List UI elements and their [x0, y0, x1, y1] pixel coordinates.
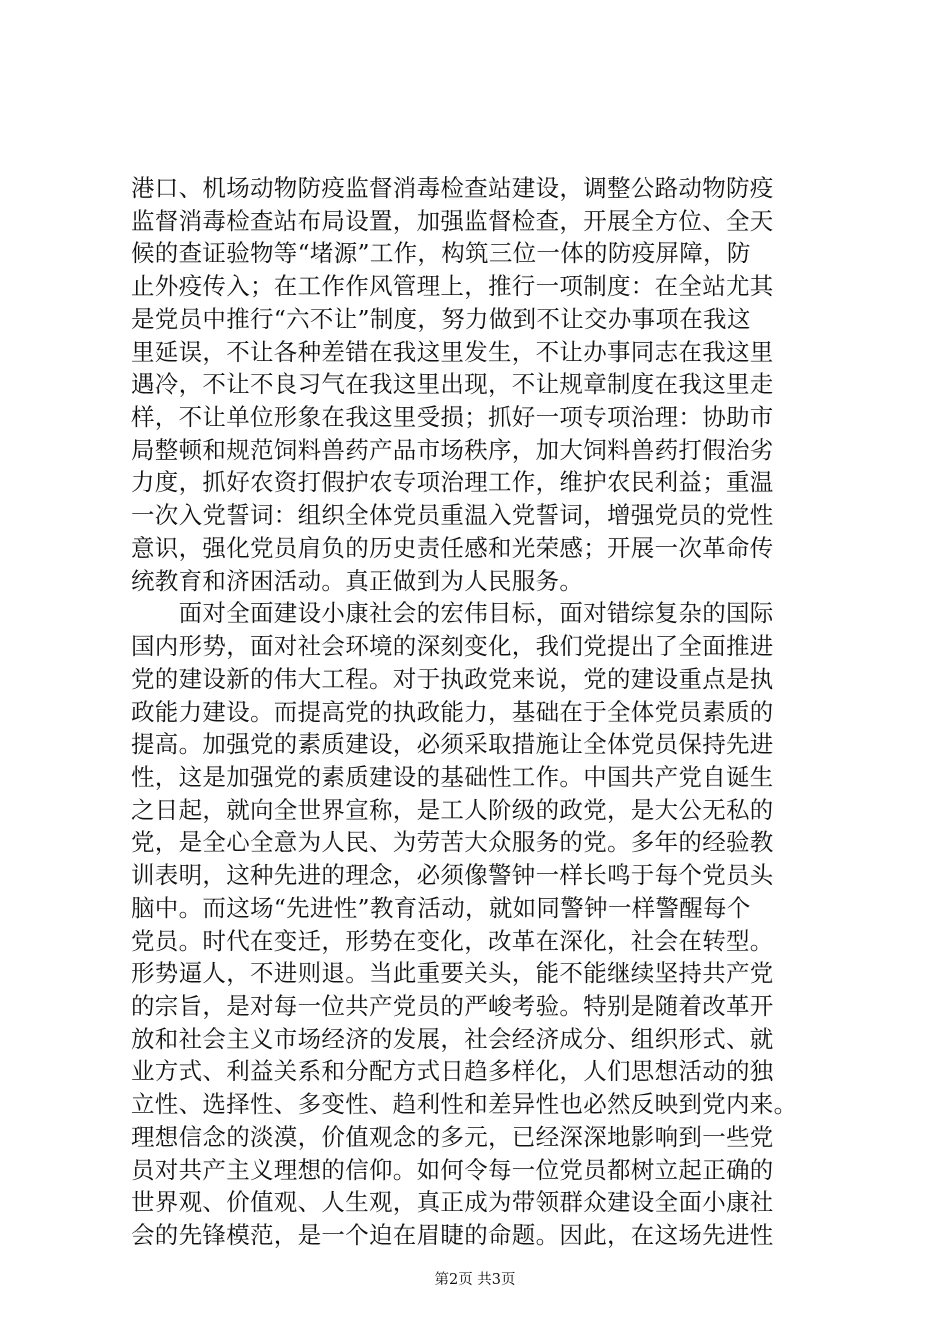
body-line: 的宗旨，是对每一位共产党员的严峻考验。特别是随着改革开 — [131, 992, 774, 1020]
body-line: 世界观、价值观、人生观，真正成为带领群众建设全面小康社 — [131, 1188, 774, 1216]
body-line: 意识，强化党员肩负的历史责任感和光荣感；开展一次革命传 — [131, 534, 774, 562]
body-line: 局整顿和规范饲料兽药产品市场秩序，加大饲料兽药打假治劣 — [131, 436, 774, 464]
body-line: 党，是全心全意为人民、为劳苦大众服务的党。多年的经验教 — [131, 828, 774, 856]
body-line: 力度，抓好农资打假护农专项治理工作，维护农民利益；重温 — [131, 468, 774, 496]
body-line: 训表明，这种先进的理念，必须像警钟一样长鸣于每个党员头 — [131, 861, 774, 889]
body-line: 统教育和济困活动。真正做到为人民服务。 — [131, 567, 584, 595]
body-line: 政能力建设。而提高党的执政能力，基础在于全体党员素质的 — [131, 698, 774, 726]
body-line: 候的查证验物等“堵源”工作，构筑三位一体的防疫屏障，防 — [131, 239, 751, 267]
body-line: 性，这是加强党的素质建设的基础性工作。中国共产党自诞生 — [131, 763, 774, 791]
body-line: 是党员中推行“六不让”制度，努力做到不让交办事项在我这 — [131, 305, 751, 333]
body-line: 面对全面建设小康社会的宏伟目标，面对错综复杂的国际 — [131, 599, 774, 627]
body-line: 样，不让单位形象在我这里受损；抓好一项专项治理：协助市 — [131, 403, 774, 431]
body-line: 之日起，就向全世界宣称，是工人阶级的政党，是大公无私的 — [131, 796, 774, 824]
body-line: 里延误，不让各种差错在我这里发生，不让办事同志在我这里 — [131, 338, 774, 366]
body-line: 党的建设新的伟大工程。对于执政党来说，党的建设重点是执 — [131, 665, 774, 693]
body-line: 提高。加强党的素质建设，必须采取措施让全体党员保持先进 — [131, 730, 774, 758]
body-line: 遇冷，不让不良习气在我这里出现，不让规章制度在我这里走 — [131, 370, 774, 398]
body-line: 业方式、利益关系和分配方式日趋多样化，人们思想活动的独 — [131, 1057, 774, 1085]
body-line: 港口、机场动物防疫监督消毒检查站建设，调整公路动物防疫 — [131, 174, 774, 202]
body-line: 会的先锋模范，是一个迫在眉睫的命题。因此，在这场先进性 — [131, 1221, 774, 1249]
body-line: 放和社会主义市场经济的发展，社会经济成分、组织形式、就 — [131, 1025, 774, 1053]
body-line: 脑中。而这场“先进性”教育活动，就如同警钟一样警醒每个 — [131, 894, 751, 922]
body-line: 一次入党誓词：组织全体党员重温入党誓词，增强党员的党性 — [131, 501, 774, 529]
body-line: 止外疫传入；在工作作风管理上，推行一项制度：在全站尤其 — [131, 272, 774, 300]
body-line: 党员。时代在变迁，形势在变化，改革在深化，社会在转型。 — [131, 927, 774, 955]
body-line: 形势逼人，不进则退。当此重要关头，能不能继续坚持共产党 — [131, 959, 774, 987]
body-line: 员对共产主义理想的信仰。如何令每一位党员都树立起正确的 — [131, 1156, 774, 1184]
body-line: 监督消毒检查站布局设置，加强监督检查，开展全方位、全天 — [131, 207, 774, 235]
page-footer: 第2页 共3页 — [434, 1272, 516, 1288]
body-line: 立性、选择性、多变性、趋利性和差异性也必然反映到党内来。 — [131, 1090, 798, 1118]
body-line: 理想信念的淡漠，价值观念的多元，已经深深地影响到一些党 — [131, 1123, 774, 1151]
body-line: 国内形势，面对社会环境的深刻变化，我们党提出了全面推进 — [131, 632, 774, 660]
